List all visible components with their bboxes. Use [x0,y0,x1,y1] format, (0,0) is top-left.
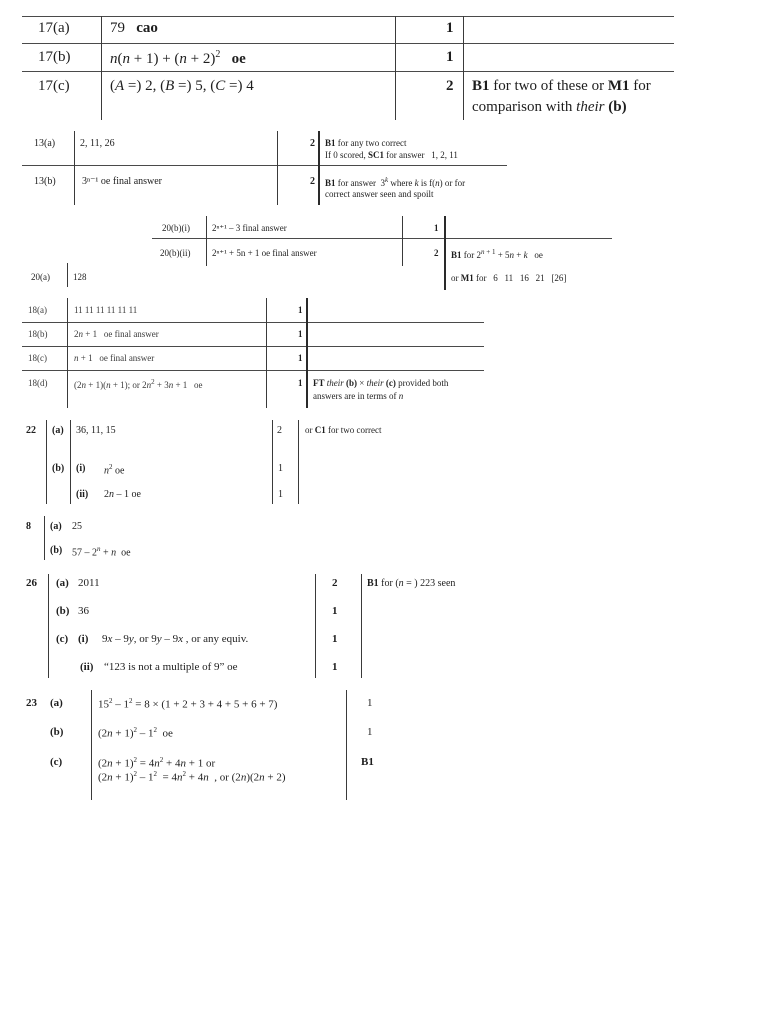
question-number: 20(b)(ii) [160,248,191,258]
guidance-note: B1 for any two correct [325,138,407,148]
answer: (A =) 2, (B =) 5, (C =) 4 [110,78,254,94]
mark: 1 [367,697,373,709]
mark: 2 [434,248,439,258]
question-number: 17(b) [38,49,71,65]
column-divider [101,16,102,120]
table-rule [22,71,674,72]
guidance-note: or C1 for two correct [305,425,382,435]
question-number: 18(b) [28,329,48,339]
mark: 2 [277,425,282,436]
guidance-note: comparison with their (b) [472,99,627,115]
column-divider [346,690,347,800]
answer: 3ⁿ⁻¹ oe final answer [82,176,163,187]
part-label: (b) [56,605,70,617]
guidance-note: FT their (b) × their (c) provided both [313,378,449,388]
column-divider [298,420,299,504]
answer: $57 - 2^n + n$ oe [72,545,131,559]
mark: B1 [361,756,374,768]
column-divider [67,263,68,287]
mark: 1 [298,329,303,339]
guidance-note: answers are in terms of n [313,391,404,401]
column-divider [206,216,207,266]
answer: “123 is not a multiple of 9” oe [104,661,238,673]
column-divider [444,216,446,290]
guidance-note: B1 for answer 3$^k$ where k is f(n) or for [325,176,466,188]
part-label: (c) [56,633,69,645]
answer: 2n + 1 oe final answer [74,329,159,339]
guidance-note: correct answer seen and spoilt [325,189,434,199]
answer: 9x – 9y, or 9y – 9x , or any equiv. [102,633,249,645]
question-number: 20(b)(i) [162,223,190,233]
column-divider [402,216,403,266]
mark: 1 [278,489,283,500]
sub-part-label: (ii) [80,661,94,673]
column-divider [463,16,464,120]
answer: 2ⁿ⁺¹ + 5n + 1 oe final answer [212,248,317,258]
guidance-note: If 0 scored, SC1 for answer 1, 2, 11 [325,150,458,160]
sub-part-label: (i) [78,633,89,645]
table-rule [22,16,674,17]
guidance-note: B1 for two of these or M1 for [472,78,651,94]
column-divider [46,420,47,504]
answer: $n^2$ oe [104,463,125,477]
answer: 2, 11, 26 [80,138,115,149]
answer: 36 [78,605,89,617]
column-divider [318,131,320,205]
part-label: (a) [52,425,64,436]
table-rule [22,165,507,166]
table-rule [152,238,612,239]
answer: 11 11 11 11 11 11 [74,305,138,315]
column-divider [361,574,362,678]
part-label: (a) [56,577,69,589]
mark: 1 [298,305,303,315]
sub-part-label: (i) [76,463,86,474]
part-label: (b) [50,545,63,556]
part-label: (a) [50,697,63,709]
part-label: (b) [50,726,64,738]
answer: 2n – 1 oe [104,489,141,500]
mark: 1 [298,353,303,363]
mark: 2 [446,78,454,94]
sub-part-label: (ii) [76,489,89,500]
answer: 79 cao [110,20,158,36]
answer: n + 1 oe final answer [74,353,155,363]
mark: 1 [434,223,439,233]
mark: 2 [310,176,315,187]
answer: 25 [72,521,82,532]
answer: 128 [73,272,87,282]
question-number: 23 [26,697,37,709]
column-divider [277,131,278,205]
question-number: 20(a) [31,272,50,282]
column-divider [315,574,316,678]
question-number: 8 [26,521,31,532]
column-divider [395,16,396,120]
answer: $(2n + 1)^2 = 4n^2 + 4n + 1$ or [98,756,216,770]
guidance-note: or M1 for 6 11 16 21 [26] [451,273,567,283]
mark: 1 [278,463,283,474]
column-divider [272,420,273,504]
answer: $n(n + 1) + (n + 2)^2$ oe [110,49,246,67]
mark: 2 [332,577,338,589]
column-divider [74,131,75,205]
part-label: (a) [50,521,62,532]
answer: (2n + 1)(n + 1); or $2n^2 + 3n + 1$ oe [74,378,203,390]
mark: 1 [332,661,338,673]
part-label: (b) [52,463,65,474]
column-divider [306,298,308,408]
question-number: 18(d) [28,378,48,388]
part-label: (c) [50,756,63,768]
mark: 1 [446,49,454,65]
question-number: 13(b) [34,176,56,187]
question-number: 17(c) [38,78,70,94]
question-number: 26 [26,577,37,589]
mark: 1 [446,20,454,36]
column-divider [266,298,267,408]
mark: 1 [367,726,373,738]
column-divider [67,298,68,408]
guidance-note: B1 for (n = ) 223 seen [367,578,456,589]
column-divider [48,574,49,678]
answer: 36, 11, 15 [76,425,116,436]
answer: 2011 [78,577,100,589]
mark: 1 [298,378,303,388]
answer: $15^2 - 1^2 = 8 \times (1 + 2 + 3 + 4 + 5 + 6 + 7)$ [98,697,278,711]
mark: 2 [310,138,315,149]
table-rule [22,346,484,347]
mark: 1 [332,633,338,645]
question-number: 22 [26,425,36,436]
table-rule [22,322,484,323]
table-rule [22,370,484,371]
column-divider [91,690,92,800]
guidance-note: B1 for $2^{n + 1} + 5n + k$ oe [451,248,543,260]
table-rule [22,43,674,44]
answer: 2ⁿ⁺¹ – 3 final answer [212,223,287,233]
column-divider [44,516,45,560]
question-number: 13(a) [34,138,56,149]
question-number: 17(a) [38,20,70,36]
question-number: 18(a) [28,305,47,315]
column-divider [70,420,71,504]
mark: 1 [332,605,338,617]
question-number: 18(c) [28,353,47,363]
answer: $(2n + 1)^2 - 1^2$ oe [98,726,173,740]
answer: $(2n + 1)^2 - 1^2 = 4n^2 + 4n$ , or (2n)(2n + 2) [98,770,286,784]
